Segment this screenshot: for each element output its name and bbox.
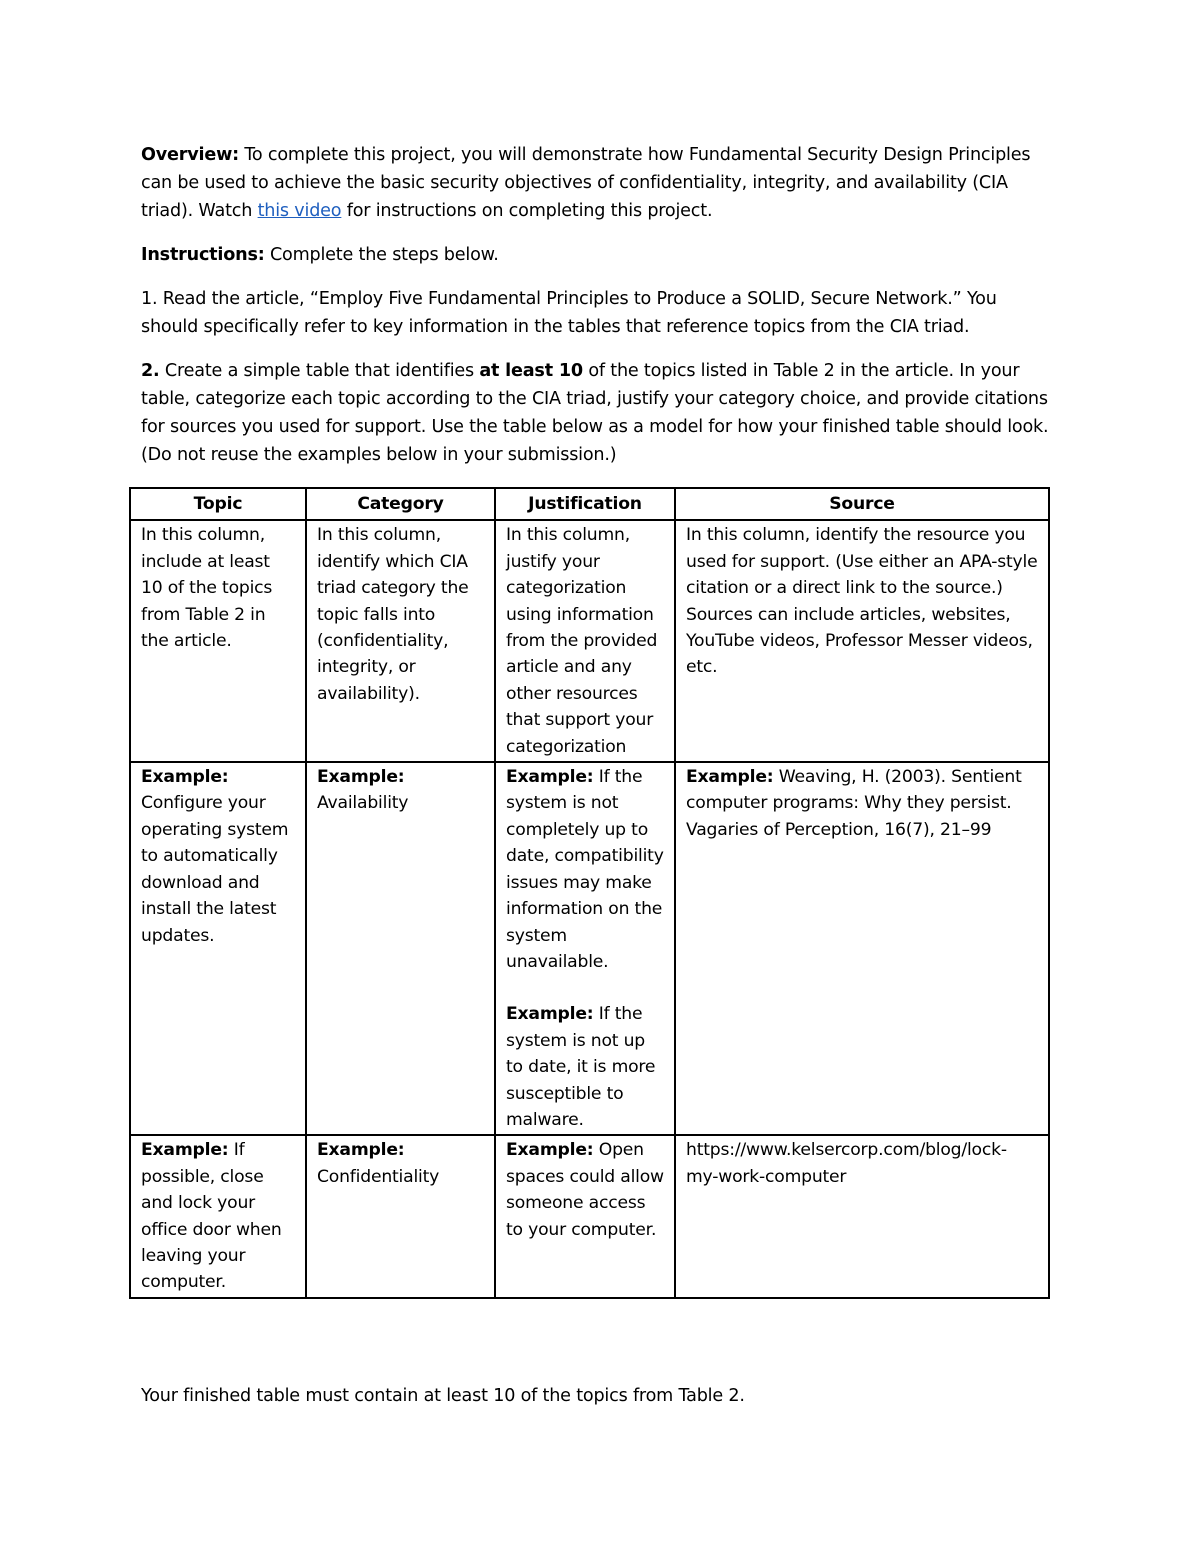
cell-topic-text: Configure your operating system to automatically download and install the latest updates. — [141, 793, 289, 946]
overview-label: Overview: — [141, 145, 239, 165]
instructions-paragraph — [141, 241, 1056, 269]
step-2-text-end: of the topics listed in Table 2 in the article. In your table, categorize each topic according to the CIA triad, justify your category choice, and provide citations for sources you used for support. Use the table below as a model for how your finished table should look. (Do not reuse the examples below in your submission.) — [141, 361, 1049, 465]
model-table — [129, 487, 1050, 1299]
example-label: Example: — [141, 1140, 229, 1161]
example-label: Example: — [686, 767, 774, 788]
example-label: Example: — [506, 1140, 594, 1161]
cell-source — [675, 1135, 1049, 1297]
header-category: Category — [306, 488, 495, 520]
header-source: Source — [675, 488, 1049, 520]
instructions-label: Instructions: — [141, 245, 265, 265]
example-label: Example: — [506, 767, 594, 788]
cell-justification-text-2: If the system is not up to date, it is more susceptible to malware. — [506, 1004, 656, 1130]
video-link[interactable]: this video — [257, 201, 342, 221]
example-label: Example: — [506, 1004, 594, 1025]
example-label: Example: — [317, 1140, 405, 1161]
table-header-row — [130, 488, 1049, 520]
cell-category-text: Availability — [317, 793, 409, 814]
cell-topic — [130, 1135, 306, 1297]
cell-category-text: Confidentiality — [317, 1166, 440, 1187]
cell-category: In this column, identify which CIA triad category the topic falls into (confidentiality, integrity, or availability). — [306, 520, 495, 762]
cell-topic-text: If possible, close and lock your office door when leaving your computer. — [141, 1140, 282, 1293]
cell-topic — [130, 762, 306, 1135]
footer-note: Your finished table must contain at least 10 of the topics from Table 2. — [141, 1386, 745, 1406]
header-topic: Topic — [130, 488, 306, 520]
step-2-bold-text: at least 10 — [479, 361, 583, 381]
step-2-paragraph — [141, 357, 1056, 469]
cell-category — [306, 762, 495, 1135]
table-row — [130, 762, 1049, 1135]
cell-category — [306, 1135, 495, 1297]
step-2-number: 2. — [141, 361, 160, 381]
step-1-paragraph: 1. Read the article, “Employ Five Fundamental Principles to Produce a SOLID, Secure Network.” You should specifically refer to key information in the tables that reference topics from the CIA triad. — [141, 289, 997, 337]
overview-text-end: for instructions on completing this project. — [341, 201, 713, 221]
table-row — [130, 1135, 1049, 1297]
cell-justification — [495, 762, 675, 1135]
cell-justification: In this column, justify your categorization using information from the provided article and any other resources that support your categorization — [495, 520, 675, 762]
cell-source: In this column, identify the resource you used for support. (Use either an APA-style citation or a direct link to the source.) Sources can include articles, websites, YouTube videos, Professor Messer videos, etc. — [675, 520, 1049, 762]
overview-paragraph — [141, 141, 1056, 225]
header-justification: Justification — [495, 488, 675, 520]
cell-source-text: https://www.kelsercorp.com/blog/lock-my-work-computer — [686, 1140, 1007, 1187]
instructions-text: Complete the steps below. — [264, 245, 499, 265]
cell-justification — [495, 1135, 675, 1297]
cell-source — [675, 762, 1049, 1135]
cell-source-text: Weaving, H. (2003). Sentient computer programs: Why they persist. Vagaries of Perception, 16(7), 21–99 — [686, 767, 1022, 840]
paragraph-gap — [506, 975, 664, 1001]
cell-justification-text: Open spaces could allow someone access to your computer. — [506, 1140, 664, 1240]
overview-text: To complete this project, you will demonstrate how Fundamental Security Design Principles can be used to achieve the basic security objectives of confidentiality, integrity, and availability (CIA triad). Watch — [141, 145, 1031, 221]
example-label: Example: — [317, 767, 405, 788]
instructions-document — [141, 141, 1056, 485]
step-2-text: Create a simple table that identifies — [159, 361, 480, 381]
table-row — [130, 520, 1049, 762]
cell-topic: In this column, include at least 10 of the topics from Table 2 in the article. — [130, 520, 306, 762]
example-label: Example: — [141, 767, 229, 788]
cell-justification-text: If the system is not completely up to date, compatibility issues may make information on the system unavailable. — [506, 767, 664, 972]
